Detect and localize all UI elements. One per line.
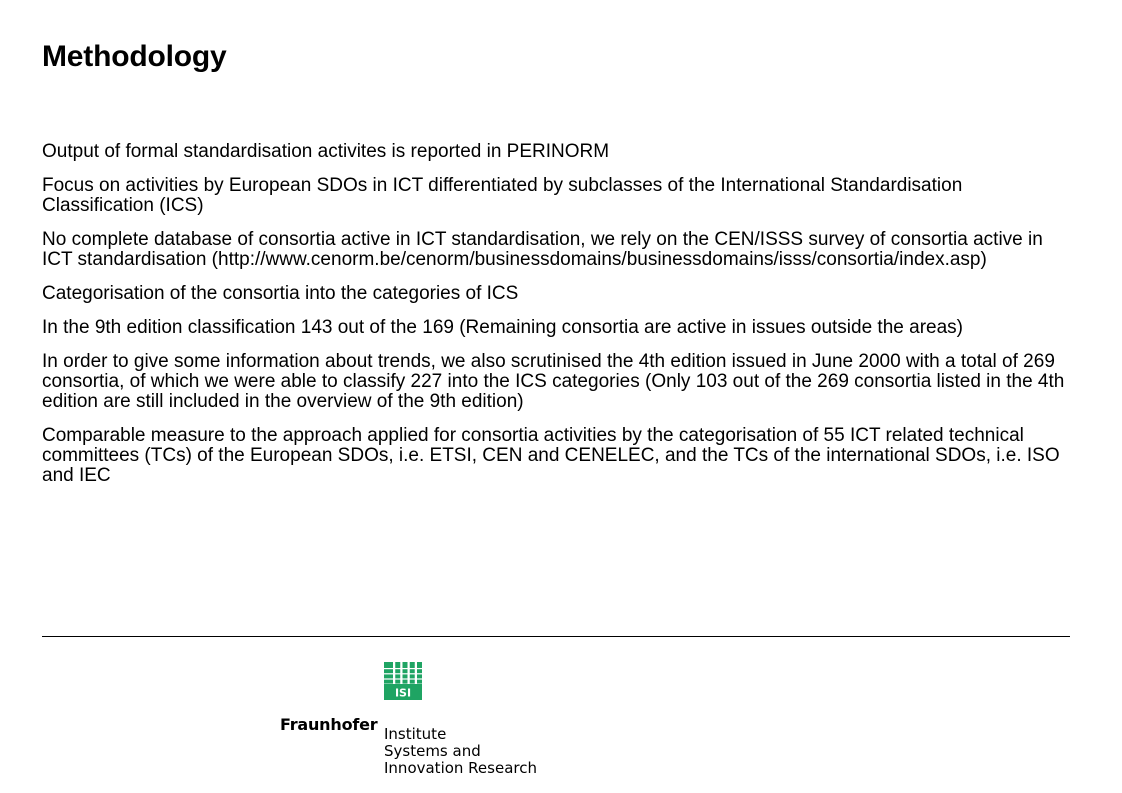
footer-divider (42, 636, 1070, 637)
logo-grid-cell (417, 674, 422, 678)
logo-grid-cell (417, 669, 422, 673)
logo-grid-cell (395, 674, 400, 678)
isi-logo-text: ISI (394, 686, 412, 700)
logo-grid-cell (417, 680, 422, 684)
institute-line: Institute (384, 725, 447, 743)
institute-name (384, 726, 537, 777)
logo-grid-cell (403, 662, 408, 668)
paragraph-consortia-database: No complete database of consortia active in ICT standardisation, we rely on the CEN/ISSS survey of consortia active in ICT standardisation (http://www.cenorm.be/cenorm/businessdomains/businessdomains/isss/consortia/index.asp) (42, 229, 1043, 270)
page-title: Methodology (42, 40, 227, 73)
logo-grid-cell (417, 662, 422, 668)
paragraph-ninth-edition: In the 9th edition classification 143 out of the 169 (Remaining consortia are active in issues outside the areas) (42, 317, 963, 338)
paragraph-perinorm: Output of formal standardisation activites is reported in PERINORM (42, 141, 610, 162)
brand-name: Fraunhofer (280, 715, 378, 734)
paragraph-trends: In order to give some information about trends, we also scrutinised the 4th edition issued in June 2000 with a total of 269 consortia, of which we were able to classify 227 into the ICS categories (Only 103 out of the 269 consortia listed in the 4th edition are still included in the overview of the 9th edition) (42, 351, 1065, 412)
paragraph-focus: Focus on activities by European SDOs in ICT differentiated by subclasses of the International Standardisation Classification (ICS) (42, 175, 963, 216)
logo-grid-cell (410, 662, 415, 668)
logo-grid-cell (395, 669, 400, 673)
methodology-points (42, 142, 1072, 500)
logo-grid-cell (403, 669, 408, 673)
logo-grid-cell (384, 662, 393, 668)
institute-line: Innovation Research (384, 759, 537, 777)
logo-grid-cell (410, 669, 415, 673)
logo-grid-cell (395, 662, 400, 668)
logo-grid-cell (384, 674, 393, 678)
fraunhofer-isi-logo (280, 660, 540, 785)
logo-grid-cell (410, 674, 415, 678)
isi-logo-mark-icon (384, 662, 422, 700)
logo-grid-cell (410, 680, 415, 684)
logo-grid-cell (403, 674, 408, 678)
logo-grid-cell (384, 669, 393, 673)
paragraph-categorisation: Categorisation of the consortia into the categories of ICS (42, 283, 519, 304)
paragraph-comparable-measure: Comparable measure to the approach applied for consortia activities by the categorisation of 55 ICT related technical committees (TCs) of the European SDOs, i.e. ETSI, CEN and CENELEC, and the TCs of the international SDOs, i.e. ISO and IEC (42, 425, 1060, 486)
institute-line: Systems and (384, 742, 481, 760)
logo-grid-cell (403, 680, 408, 684)
logo-grid-cell (395, 680, 400, 684)
logo-grid-cell (384, 680, 393, 684)
